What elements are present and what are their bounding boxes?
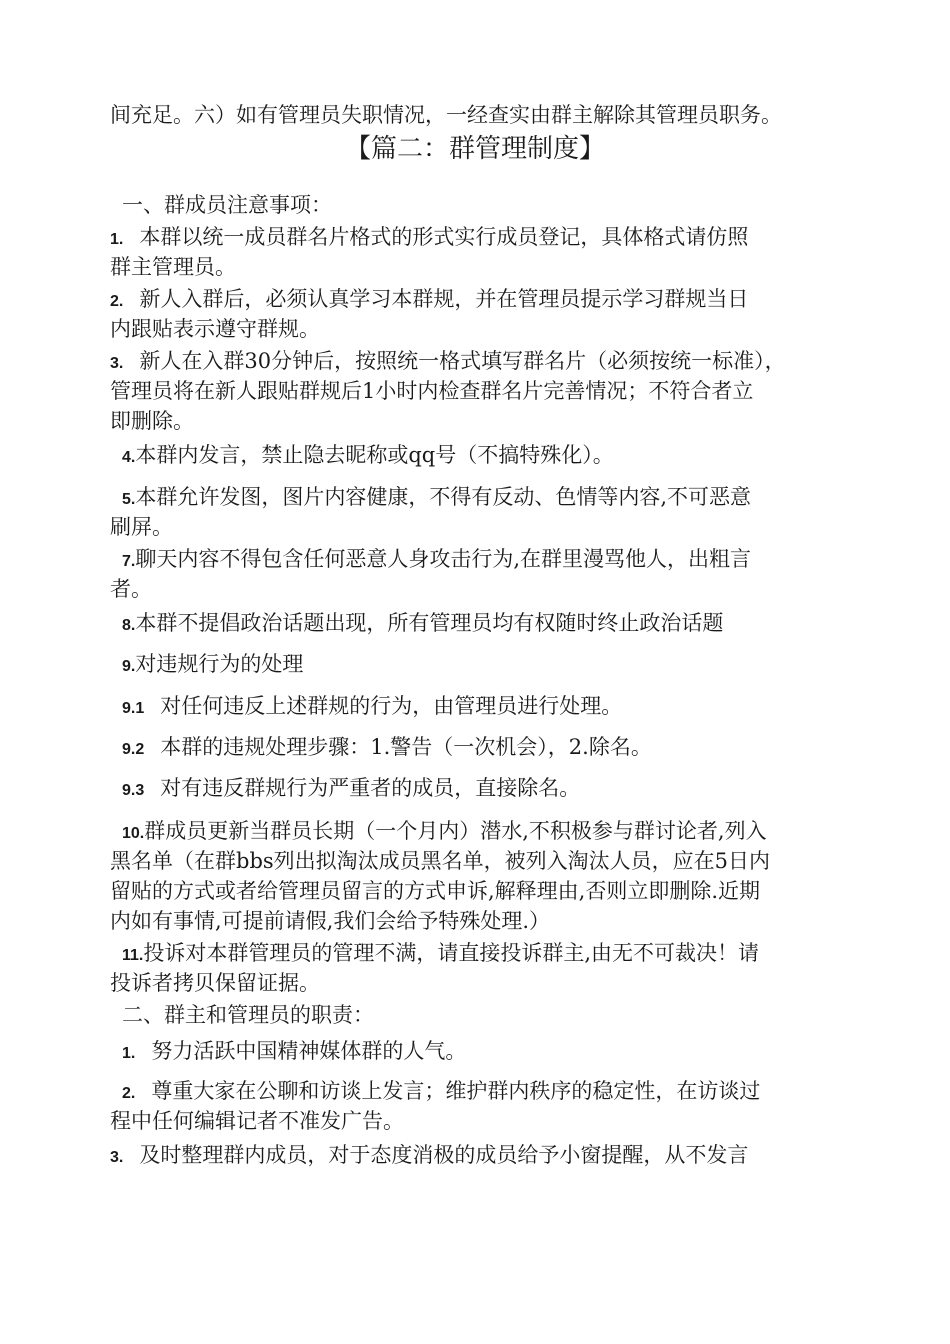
rule-item-11-line-2: 投诉者拷贝保留证据。	[110, 971, 320, 995]
rule-item-10-line-1: 10.群成员更新当群员长期（一个月内）潜水,不积极参与群讨论者,列入	[122, 819, 767, 843]
rule-number: 3.	[110, 355, 124, 372]
rule-number: 9.3	[122, 782, 145, 799]
rule-item-7-line-1: 7.聊天内容不得包含任何恶意人身攻击行为,在群里漫骂他人，出粗言	[122, 547, 752, 571]
rule-item-9-3-line-1: 9.3 对有违反群规行为严重者的成员，直接除名。	[122, 776, 581, 800]
rule-number: 9.2	[122, 741, 145, 758]
duty-number: 1.	[122, 1045, 136, 1062]
duty-number: 3.	[110, 1149, 124, 1166]
rule-number: 1.	[110, 231, 124, 248]
duty-item-3-line-1: 3. 及时整理群内成员，对于态度消极的成员给予小窗提醒，从不发言	[110, 1143, 749, 1167]
rule-number: 2.	[110, 293, 124, 310]
rule-item-5-line-2: 刷屏。	[110, 515, 173, 539]
rule-item-10-line-2: 黑名单（在群bbs列出拟淘汰成员黑名单，被列入淘汰人员，应在5日内	[110, 849, 771, 873]
rule-number: 11.	[122, 947, 144, 964]
rule-item-11-line-1: 11.投诉对本群管理员的管理不满，请直接投诉群主,由无不可裁决！请	[122, 941, 760, 965]
section2-heading: 二、群主和管理员的职责：	[122, 1003, 374, 1027]
rule-number: 8.	[122, 617, 136, 634]
rule-item-9-2-line-1: 9.2 本群的违规处理步骤：1.警告（一次机会），2.除名。	[122, 735, 652, 759]
rule-item-7-line-2: 者。	[110, 577, 152, 601]
rule-number: 9.1	[122, 700, 145, 717]
rule-item-9-line-1: 9.对违规行为的处理	[122, 652, 304, 676]
page-title: 【篇二：群管理制度】	[344, 134, 605, 164]
duty-item-1-line-1: 1. 努力活跃中国精神媒体群的人气。	[122, 1039, 467, 1063]
rule-item-3-line-1: 3. 新人在入群30分钟后，按照统一格式填写群名片（必须按统一标准），	[110, 349, 786, 373]
rule-item-3-line-3: 即删除。	[110, 409, 194, 433]
rule-number: 4.	[122, 449, 136, 466]
rule-item-10-line-4: 内如有事情,可提前请假,我们会给予特殊处理.）	[110, 909, 551, 933]
section1-heading: 一、群成员注意事项：	[122, 193, 332, 217]
rule-item-1-line-2: 群主管理员。	[110, 255, 236, 279]
rule-item-1-line-1: 1. 本群以统一成员群名片格式的形式实行成员登记，具体格式请仿照	[110, 225, 749, 249]
rule-number: 9.	[122, 658, 136, 675]
rule-item-2-line-2: 内跟贴表示遵守群规。	[110, 317, 320, 341]
rule-item-4-line-1: 4.本群内发言，禁止隐去昵称或qq号（不搞特殊化）。	[122, 443, 614, 467]
rule-item-10-line-3: 留贴的方式或者给管理员留言的方式申诉,解释理由,否则立即删除.近期	[110, 879, 761, 903]
rule-number: 5.	[122, 491, 136, 508]
rule-item-3-line-2: 管理员将在新人跟贴群规后1小时内检查群名片完善情况；不符合者立	[110, 379, 754, 403]
duty-item-2-line-2: 程中任何编辑记者不准发广告。	[110, 1109, 404, 1133]
rule-item-2-line-1: 2. 新人入群后，必须认真学习本群规，并在管理员提示学习群规当日	[110, 287, 749, 311]
rule-number: 7.	[122, 553, 136, 570]
continuation-line: 间充足。六）如有管理员失职情况，一经查实由群主解除其管理员职务。	[110, 103, 782, 127]
duty-item-2-line-1: 2. 尊重大家在公聊和访谈上发言；维护群内秩序的稳定性，在访谈过	[122, 1079, 761, 1103]
rule-item-8-line-1: 8.本群不提倡政治话题出现，所有管理员均有权随时终止政治话题	[122, 611, 724, 635]
duty-number: 2.	[122, 1085, 136, 1102]
rule-item-9-1-line-1: 9.1 对任何违反上述群规的行为，由管理员进行处理。	[122, 694, 623, 718]
rule-item-5-line-1: 5.本群允许发图，图片内容健康，不得有反动、色情等内容,不可恶意	[122, 485, 752, 509]
rule-number: 10.	[122, 825, 145, 842]
